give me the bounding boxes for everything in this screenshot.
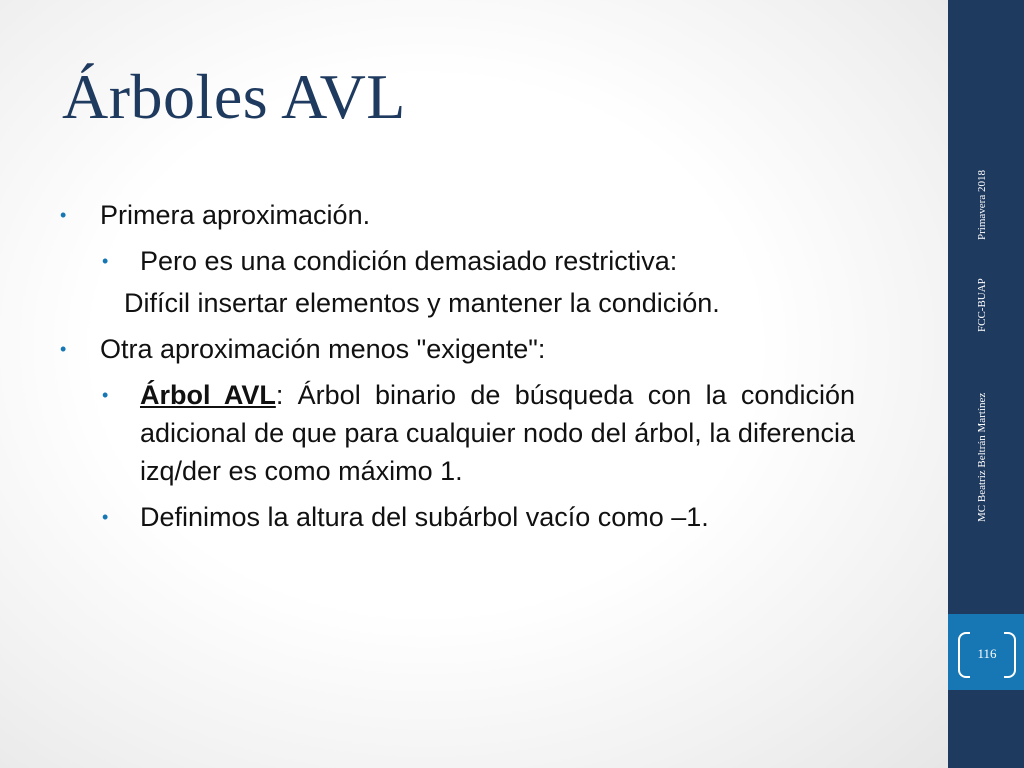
bullet-item: [60, 498, 855, 536]
bullet-dot-icon: •: [60, 339, 67, 359]
bullet-dot-icon: •: [102, 385, 109, 405]
bullet-dot-icon: •: [102, 251, 109, 271]
slide-title: Árboles AVL: [62, 61, 406, 132]
page-number-badge: [958, 632, 1016, 676]
bullet-text: Primera aproximación.: [100, 200, 371, 230]
footer-institution: FCC-BUAP: [976, 278, 988, 332]
footer-author: MC Beatriz Beltrán Martínez: [976, 392, 988, 522]
bullet-item: [60, 330, 855, 368]
bullet-item: [60, 196, 855, 234]
bullet-text: Definimos la altura del subárbol vacío como –1.: [140, 502, 709, 532]
footer-date: Primavera 2018: [976, 170, 988, 240]
bullet-text: Pero es una condición demasiado restrictiva:: [140, 246, 678, 276]
bullet-dot-icon: •: [60, 205, 67, 225]
bullet-text: Otra aproximación menos "exigente":: [100, 334, 546, 364]
slide-content: [60, 188, 855, 536]
bullet-item: [60, 242, 855, 280]
bullet-text: : Árbol binario de búsqueda con la condición adicional de que para cualquier nodo del árbol, la diferencia izq/der es como máximo 1.: [140, 380, 855, 486]
page-number: 116: [977, 646, 997, 661]
definition-term: Árbol AVL: [140, 380, 276, 410]
bullet-dot-icon: •: [102, 507, 109, 527]
bullet-item: [60, 376, 855, 490]
continuation-text: Difícil insertar elementos y mantener la condición.: [124, 288, 720, 318]
